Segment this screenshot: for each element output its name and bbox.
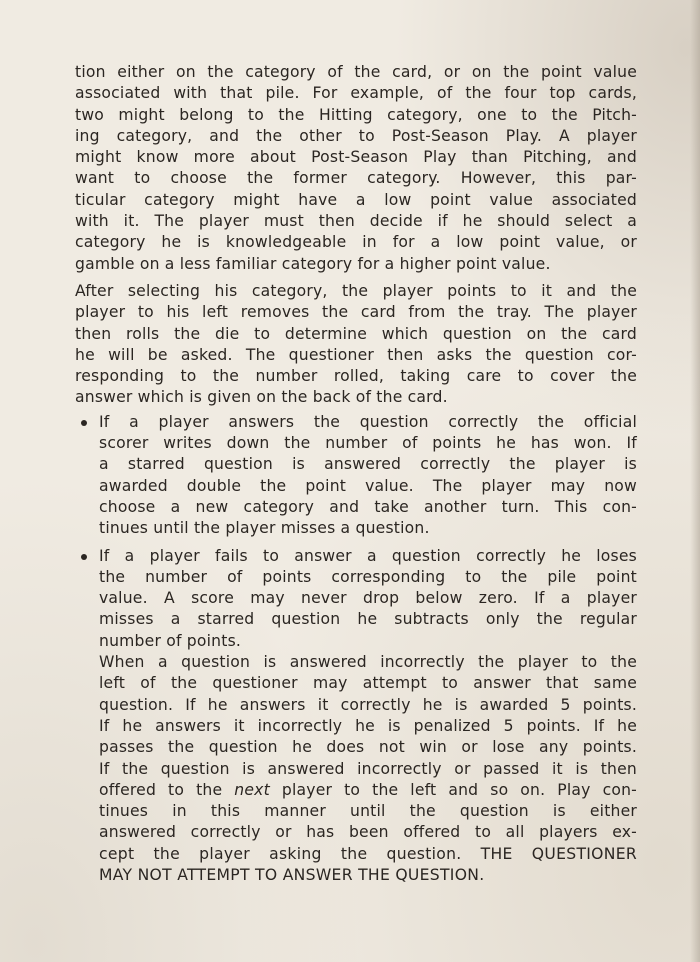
bullet-incorrect-answer: [75, 546, 637, 652]
text-line: number of points.: [99, 631, 242, 650]
text-line: he will be asked. The questioner then asks the question cor-: [75, 345, 637, 364]
text-line: When a question is answered incorrectly the player to the: [99, 653, 637, 672]
text-line: scorer writes down the number of points he has won. If: [99, 434, 637, 453]
text-line: ticular category might have a low point value associated: [75, 190, 637, 209]
text-line: player to his left removes the card from the tray. The player: [75, 303, 637, 322]
text-line: question. If he answers it correctly he is awarded 5 points.: [99, 695, 637, 714]
text-line: value. A score may never drop below zero. If a player: [99, 589, 637, 608]
text-line: cept the player asking the question. THE QUESTIONER: [99, 844, 637, 863]
text-line: MAY NOT ATTEMPT TO ANSWER THE QUESTION.: [99, 865, 485, 884]
text-line: with it. The player must then decide if he should select a: [75, 212, 637, 231]
text-fragment: player to the left and so on. Play con-: [269, 780, 637, 799]
text-line: might know more about Post-Season Play than Pitching, and: [75, 148, 637, 167]
text-line: answer which is given on the back of the card.: [75, 388, 448, 407]
text-line: If a player fails to answer a question correctly he loses: [99, 546, 637, 565]
text-line: tinues in this manner until the question is either: [99, 802, 637, 821]
text-line: want to choose the former category. However, this par-: [75, 169, 637, 188]
text-line: If a player answers the question correctly the official: [99, 412, 637, 431]
text-line: answered correctly or has been offered to all players ex-: [99, 823, 637, 842]
rules-text-body: [75, 62, 637, 886]
text-line: left of the questioner may attempt to answer that same: [99, 674, 637, 693]
text-fragment: offered to the: [99, 780, 235, 799]
text-line: If the question is answered incorrectly or passed it is then: [99, 759, 637, 778]
bullet-correct-answer: [75, 412, 637, 540]
emphasized-word: next: [234, 780, 270, 799]
text-line: After selecting his category, the player points to it and the: [75, 281, 637, 300]
text-line: ing category, and the other to Post-Season Play. A player: [75, 126, 637, 145]
text-line: choose a new category and take another turn. This con-: [99, 497, 637, 516]
text-line: misses a starred question he subtracts only the regular: [99, 610, 637, 629]
text-line: then rolls the die to determine which question on the card: [75, 324, 637, 343]
text-line: associated with that pile. For example, of the four top cards,: [75, 84, 637, 103]
text-line: category he is knowledgeable in for a low point value, or: [75, 233, 637, 252]
text-line: If he answers it incorrectly he is penalized 5 points. If he: [99, 716, 637, 735]
paragraph-passing-question: [75, 652, 637, 886]
text-line: awarded double the point value. The player may now: [99, 476, 637, 495]
text-line: two might belong to the Hitting category, one to the Pitch-: [75, 105, 637, 124]
paragraph-category-choice: [75, 62, 637, 275]
paragraph-selection-process: [75, 281, 637, 409]
text-line: gamble on a less familiar category for a higher point value.: [75, 254, 551, 273]
page-edge-shadow: [690, 0, 700, 962]
text-line: the number of points corresponding to the pile point: [99, 567, 637, 586]
text-line: tinues until the player misses a question.: [99, 519, 430, 538]
text-line: passes the question he does not win or lose any points.: [99, 738, 637, 757]
text-line: tion either on the category of the card, or on the point value: [75, 63, 637, 81]
text-line: a starred question is answered correctly the player is: [99, 455, 637, 474]
text-line: responding to the number rolled, taking care to cover the: [75, 367, 637, 386]
text-line: [99, 780, 637, 801]
